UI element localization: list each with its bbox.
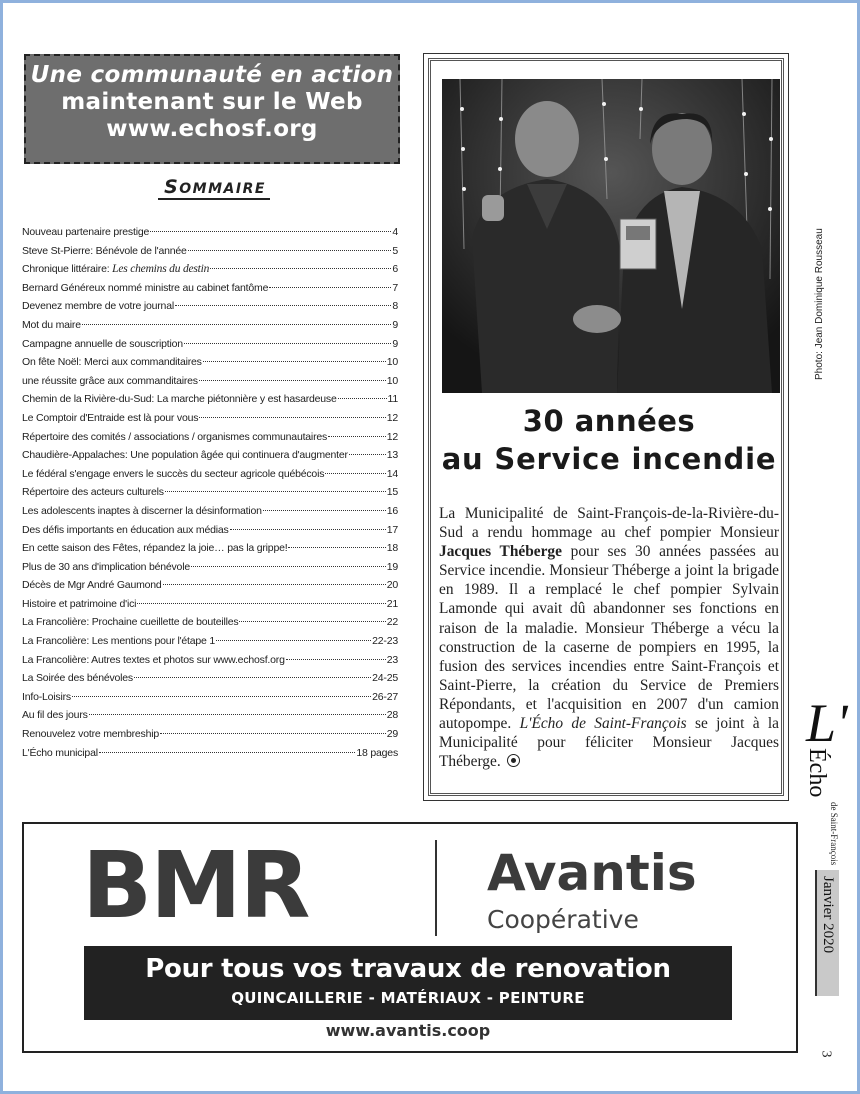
toc-entry-page: 22 xyxy=(386,616,398,629)
logo-name: Écho xyxy=(804,748,830,798)
toc-entry-title: La Francolière: Autres textes et photos sur www.echosf.org xyxy=(22,653,285,666)
toc-entry xyxy=(22,728,398,747)
toc-entry xyxy=(22,449,398,468)
toc-entry xyxy=(22,691,398,710)
toc-entry-page: 13 xyxy=(386,449,398,462)
toc-leader-dots xyxy=(269,287,391,288)
toc-entry-page: 17 xyxy=(386,523,398,536)
toc-leader-dots xyxy=(230,529,386,530)
article-body: La Municipalité de Saint-François-de-la-Rivière-du-Sud a rendu hommage au chef pompier Monsieur Jacques Théberge pour ses 30 années passées au Service incendie. Monsieur Théberge a joint la brigade en 1989. Il a remplacé le chef pompier Sylvain Lamonde qui avait dû abandonner ses fonctions en raison de la maladie. Monsieur Théberge a vécu la construction de la caserne de pompiers en 1995, la fusion des services incendies entre Saint-François et Saint-Pierre, la création du Service de Premiers Répondants, et l'acquisition en 2007 d'un camion autopompe. L'Écho de Saint-François se joint à la Municipalité pour féliciter Monsieur Jacques Théberge. xyxy=(439,505,779,771)
toc-entry-page: 22-23 xyxy=(372,635,398,648)
toc-leader-dots xyxy=(89,714,386,715)
toc-entry xyxy=(22,505,398,524)
toc-entry xyxy=(22,635,398,654)
toc-leader-dots xyxy=(338,398,387,399)
promo-line-2: maintenant sur le Web xyxy=(61,89,363,115)
toc-entry-title: Chaudière-Appalaches: Une population âgée qui continuera d'augmenter xyxy=(22,449,348,462)
ad-url[interactable]: www.avantis.coop xyxy=(325,1021,491,1040)
echo-logo xyxy=(800,692,850,866)
toc-entry-page: 4 xyxy=(392,226,398,238)
toc-entry-page: 26-27 xyxy=(372,690,398,703)
logo-initial: L' xyxy=(806,693,848,753)
toc-leader-dots xyxy=(82,324,391,325)
toc-entry-title: Décès de Mgr André Gaumond xyxy=(22,579,162,592)
toc-entry xyxy=(22,319,398,338)
toc-leader-dots xyxy=(134,677,371,678)
toc-entry-page: 8 xyxy=(392,300,398,313)
photo-credit: Photo: Jean Dominique Rousseau xyxy=(814,228,825,380)
toc-entry-title: Campagne annuelle de souscription xyxy=(22,337,183,350)
toc-entry-title: Le fédéral s'engage envers le succès du secteur agricole québécois xyxy=(22,467,325,480)
toc-entry-page: 12 xyxy=(386,411,398,424)
toc-entry-title: Info-Loisirs xyxy=(22,690,71,703)
promo-url[interactable]: www.echosf.org xyxy=(106,116,318,142)
toc-leader-dots xyxy=(72,696,371,697)
toc-entry-title: Répertoire des acteurs culturels xyxy=(22,486,164,499)
issue-date-bar: Janvier 2020 xyxy=(815,870,839,996)
toc-entry-title: Histoire et patrimoine d'ici xyxy=(22,597,137,610)
toc-leader-dots xyxy=(216,640,371,641)
toc-entry xyxy=(22,338,398,357)
toc-leader-dots xyxy=(199,380,386,381)
toc-entry-title: La Francolière: Prochaine cueillette de bouteilles xyxy=(22,616,239,629)
ad-categories: QUINCAILLERIE - MATÉRIAUX - PEINTURE xyxy=(231,989,585,1007)
toc-entry xyxy=(22,542,398,561)
headline-line-1: 30 années xyxy=(522,404,696,438)
toc-entry xyxy=(22,282,398,301)
toc-entry xyxy=(22,245,398,264)
toc-leader-dots xyxy=(239,621,385,622)
toc-leader-dots xyxy=(137,603,385,604)
toc-entry xyxy=(22,412,398,431)
ad-tagline: Pour tous vos travaux de renovation xyxy=(145,954,671,984)
toc-entry-title: Des défis importants en éducation aux médias xyxy=(22,523,229,536)
sommaire-heading: SOMMAIRE xyxy=(164,176,266,198)
toc-entry xyxy=(22,579,398,598)
toc-entry-title: Bernard Généreux nommé ministre au cabinet fantôme xyxy=(22,281,269,294)
toc-entry xyxy=(22,375,398,394)
toc-entry-title: Le Comptoir d'Entraide est là pour vous xyxy=(22,411,199,424)
toc-leader-dots xyxy=(203,361,386,362)
toc-entry xyxy=(22,431,398,450)
toc-entry-page: 7 xyxy=(392,281,398,294)
avantis-subtitle: Coopérative xyxy=(487,905,639,934)
logo-subtitle: de Saint-François xyxy=(829,802,839,866)
toc-leader-dots xyxy=(175,305,391,306)
toc-leader-dots xyxy=(163,584,386,585)
toc-entry-page: 23 xyxy=(386,653,398,666)
toc-leader-dots xyxy=(191,566,386,567)
promo-line-1: Une communauté en action xyxy=(30,62,394,88)
firefighter-award-photo xyxy=(442,79,780,393)
toc-entry-page: 18 xyxy=(386,542,398,555)
bmr-logo: BMR xyxy=(82,832,309,939)
toc-entry-title: une réussite grâce aux commanditaires xyxy=(22,374,198,387)
toc-entry-title: Mot du maire xyxy=(22,318,81,331)
toc-entry-page: 18 pages xyxy=(356,746,398,759)
toc-entry xyxy=(22,598,398,617)
toc-entry xyxy=(22,654,398,673)
article-headline xyxy=(432,404,786,476)
ad-tagline-band xyxy=(84,946,732,1020)
toc-entry-page: 20 xyxy=(386,579,398,592)
toc-entry xyxy=(22,300,398,319)
toc-leader-dots xyxy=(160,733,386,734)
toc-entry-title: La Francolière: Les mentions pour l'étape 1 xyxy=(22,635,216,648)
toc-entry-page: 9 xyxy=(392,318,398,331)
toc-entry xyxy=(22,747,398,766)
toc-entry-page: 11 xyxy=(387,393,398,406)
toc-entry xyxy=(22,226,398,245)
toc-leader-dots xyxy=(199,417,385,418)
toc-entry-title: Plus de 30 ans d'implication bénévole xyxy=(22,560,190,573)
toc-entry-title: La Soirée des bénévoles xyxy=(22,672,133,685)
sommaire-underline xyxy=(158,198,270,200)
toc-entry xyxy=(22,356,398,375)
toc-entry-title: On fête Noël: Merci aux commanditaires xyxy=(22,356,202,369)
toc-entry-page: 21 xyxy=(386,597,398,610)
toc-entry xyxy=(22,393,398,412)
headline-line-2: au Service incendie xyxy=(441,442,777,476)
toc-entry-title: Chronique littéraire: Les chemins du destin xyxy=(22,263,210,276)
toc-leader-dots xyxy=(188,250,392,251)
toc-entry-title: Devenez membre de votre journal xyxy=(22,300,174,313)
toc-entry-title: Steve St-Pierre: Bénévole de l'année xyxy=(22,244,187,257)
toc-entry xyxy=(22,561,398,580)
toc-entry-page: 28 xyxy=(386,709,398,722)
toc-entry xyxy=(22,616,398,635)
toc-entry-page: 19 xyxy=(386,560,398,573)
toc-entry-title: Nouveau partenaire prestige xyxy=(22,226,150,238)
toc-entry-title: Renouvelez votre membreship xyxy=(22,728,160,741)
toc-leader-dots xyxy=(150,231,391,232)
toc-entry xyxy=(22,709,398,728)
toc-leader-dots xyxy=(288,547,385,548)
avantis-logo: Avantis xyxy=(487,844,697,902)
toc-entry-page: 16 xyxy=(386,504,398,517)
toc-entry-page: 14 xyxy=(386,467,398,480)
toc-entry xyxy=(22,486,398,505)
toc-entry xyxy=(22,672,398,691)
toc-leader-dots xyxy=(184,343,391,344)
toc-entry xyxy=(22,524,398,543)
toc-entry-page: 6 xyxy=(392,263,398,276)
toc-entry-page: 12 xyxy=(386,430,398,443)
toc-leader-dots xyxy=(325,473,385,474)
toc-entry xyxy=(22,468,398,487)
toc-leader-dots xyxy=(210,268,391,269)
toc-leader-dots xyxy=(165,491,386,492)
web-promo-box xyxy=(24,54,400,164)
toc-entry-page: 5 xyxy=(392,244,398,257)
toc-leader-dots xyxy=(328,436,386,437)
end-of-article-icon xyxy=(507,754,520,767)
toc-entry xyxy=(22,263,398,282)
toc-entry-page: 9 xyxy=(392,337,398,350)
toc-entry-page: 10 xyxy=(386,356,398,369)
toc-entry-title: Chemin de la Rivière-du-Sud: La marche piétonnière y est hasardeuse xyxy=(22,393,337,406)
toc-entry-page: 24-25 xyxy=(372,672,398,685)
toc-entry-page: 10 xyxy=(386,374,398,387)
page-number: 3 xyxy=(818,1050,834,1058)
toc-entry-title: L'Écho municipal xyxy=(22,746,98,759)
toc-entry-title: Répertoire des comités / associations / organismes communautaires xyxy=(22,430,328,443)
toc-entry-page: 15 xyxy=(386,486,398,499)
table-of-contents xyxy=(22,226,398,765)
ad-divider xyxy=(435,840,437,936)
toc-entry-title: En cette saison des Fêtes, répandez la joie… pas la grippe! xyxy=(22,542,288,555)
toc-entry-page: 29 xyxy=(386,728,398,741)
toc-leader-dots xyxy=(263,510,386,511)
toc-leader-dots xyxy=(286,659,386,660)
toc-leader-dots xyxy=(99,752,356,753)
toc-entry-title: Les adolescents inaptes à discerner la désinformation xyxy=(22,504,262,517)
toc-entry-title: Au fil des jours xyxy=(22,709,88,722)
article-photo xyxy=(442,79,780,393)
toc-leader-dots xyxy=(349,454,386,455)
